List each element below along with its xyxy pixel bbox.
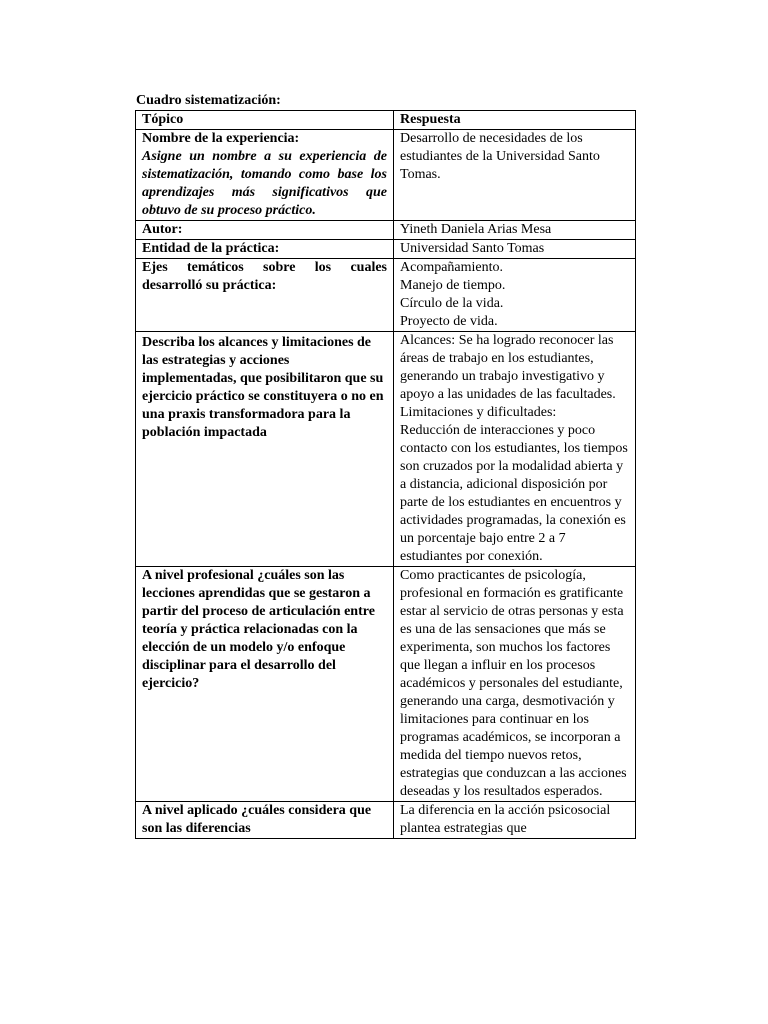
answer-limitaciones: Reducción de interacciones y poco contacto con los estudiantes, los tiempos son cruzados por la modalidad abierta y a distancia, adicional disposición por parte de los estudiantes en encuentros y actividades programadas, la conexión es un porcentaje bajo entre 2 a 7 estudiantes por conexión. — [400, 423, 628, 564]
topic-scope-limitations: Describa los alcances y limitaciones de las estrategias y acciones implementadas, que posibilitaron que su ejercicio práctico se constituyera o no en una praxis transformadora para la población impactada — [136, 332, 394, 567]
topic-cell — [136, 130, 394, 221]
answer-axis-item: Círculo de la vida. — [400, 296, 504, 311]
document-title: Cuadro sistematización: — [136, 93, 281, 108]
answer-alcances: Alcances: Se ha logrado reconocer las áreas de trabajo en los estudiantes, generando un trabajo investigativo y apoyo a las unidades de las facultades. — [400, 333, 616, 402]
answer-cell — [394, 130, 636, 221]
table-row-professional-lessons — [136, 567, 636, 802]
table-row-applied-differences — [136, 802, 636, 839]
topic-entity: Entidad de la práctica: — [136, 240, 394, 259]
answer-professional-lessons: Como practicantes de psicología, profesional en formación es gratificante estar al servicio de otras personas y esta es una de las sensaciones que más se experimenta, son muchos los factores que llegan a influir en los procesos académicos y personales del estudiante, generando una carga, desmotivación y limitaciones para continuar en los programas académicos, se incorporan a medida del tiempo nuevos retos, estrategias que conduzcan a las acciones deseadas y los resultados esperados. — [394, 567, 636, 802]
answer-axis-item: Manejo de tiempo. — [400, 278, 506, 293]
answer-experience-name: Desarrollo de necesidades de los estudiantes de la Universidad Santo Tomas. — [400, 131, 600, 182]
answer-cell — [394, 259, 636, 332]
table-row-scope-limitations — [136, 332, 636, 567]
topic-author: Autor: — [136, 221, 394, 240]
answer-entity: Universidad Santo Tomas — [394, 240, 636, 259]
answer-limitaciones-title: Limitaciones y dificultades: — [400, 405, 557, 420]
table-header-row — [136, 111, 636, 130]
answer-applied-differences: La diferencia en la acción psicosocial plantea estrategias que — [394, 802, 636, 839]
topic-applied-differences: A nivel aplicado ¿cuáles considera que son las diferencias — [136, 802, 394, 839]
table-row-thematic-axes — [136, 259, 636, 332]
answer-cell — [394, 332, 636, 567]
answer-axis-item: Proyecto de vida. — [400, 314, 498, 329]
table-row-author — [136, 221, 636, 240]
systematization-table — [135, 110, 636, 839]
topic-experience-note: Asigne un nombre a su experiencia de sistematización, tomando como base los aprendizajes más significativos que obtuvo de su proceso práctico. — [142, 149, 387, 218]
table-row-experience-name — [136, 130, 636, 221]
answer-author: Yineth Daniela Arias Mesa — [394, 221, 636, 240]
topic-experience-name: Nombre de la experiencia: — [142, 131, 300, 146]
table-row-entity — [136, 240, 636, 259]
topic-professional-lessons: A nivel profesional ¿cuáles son las lecciones aprendidas que se gestaron a partir del proceso de articulación entre teoría y práctica relacionadas con la elección de un modelo y/o enfoque disciplinar para el desarrollo del ejercicio? — [136, 567, 394, 802]
answer-axis-item: Acompañamiento. — [400, 260, 504, 275]
header-answer: Respuesta — [394, 111, 636, 130]
header-topic: Tópico — [136, 111, 394, 130]
topic-thematic-axes: Ejes temáticos sobre los cuales desarrolló su práctica: — [136, 259, 394, 332]
